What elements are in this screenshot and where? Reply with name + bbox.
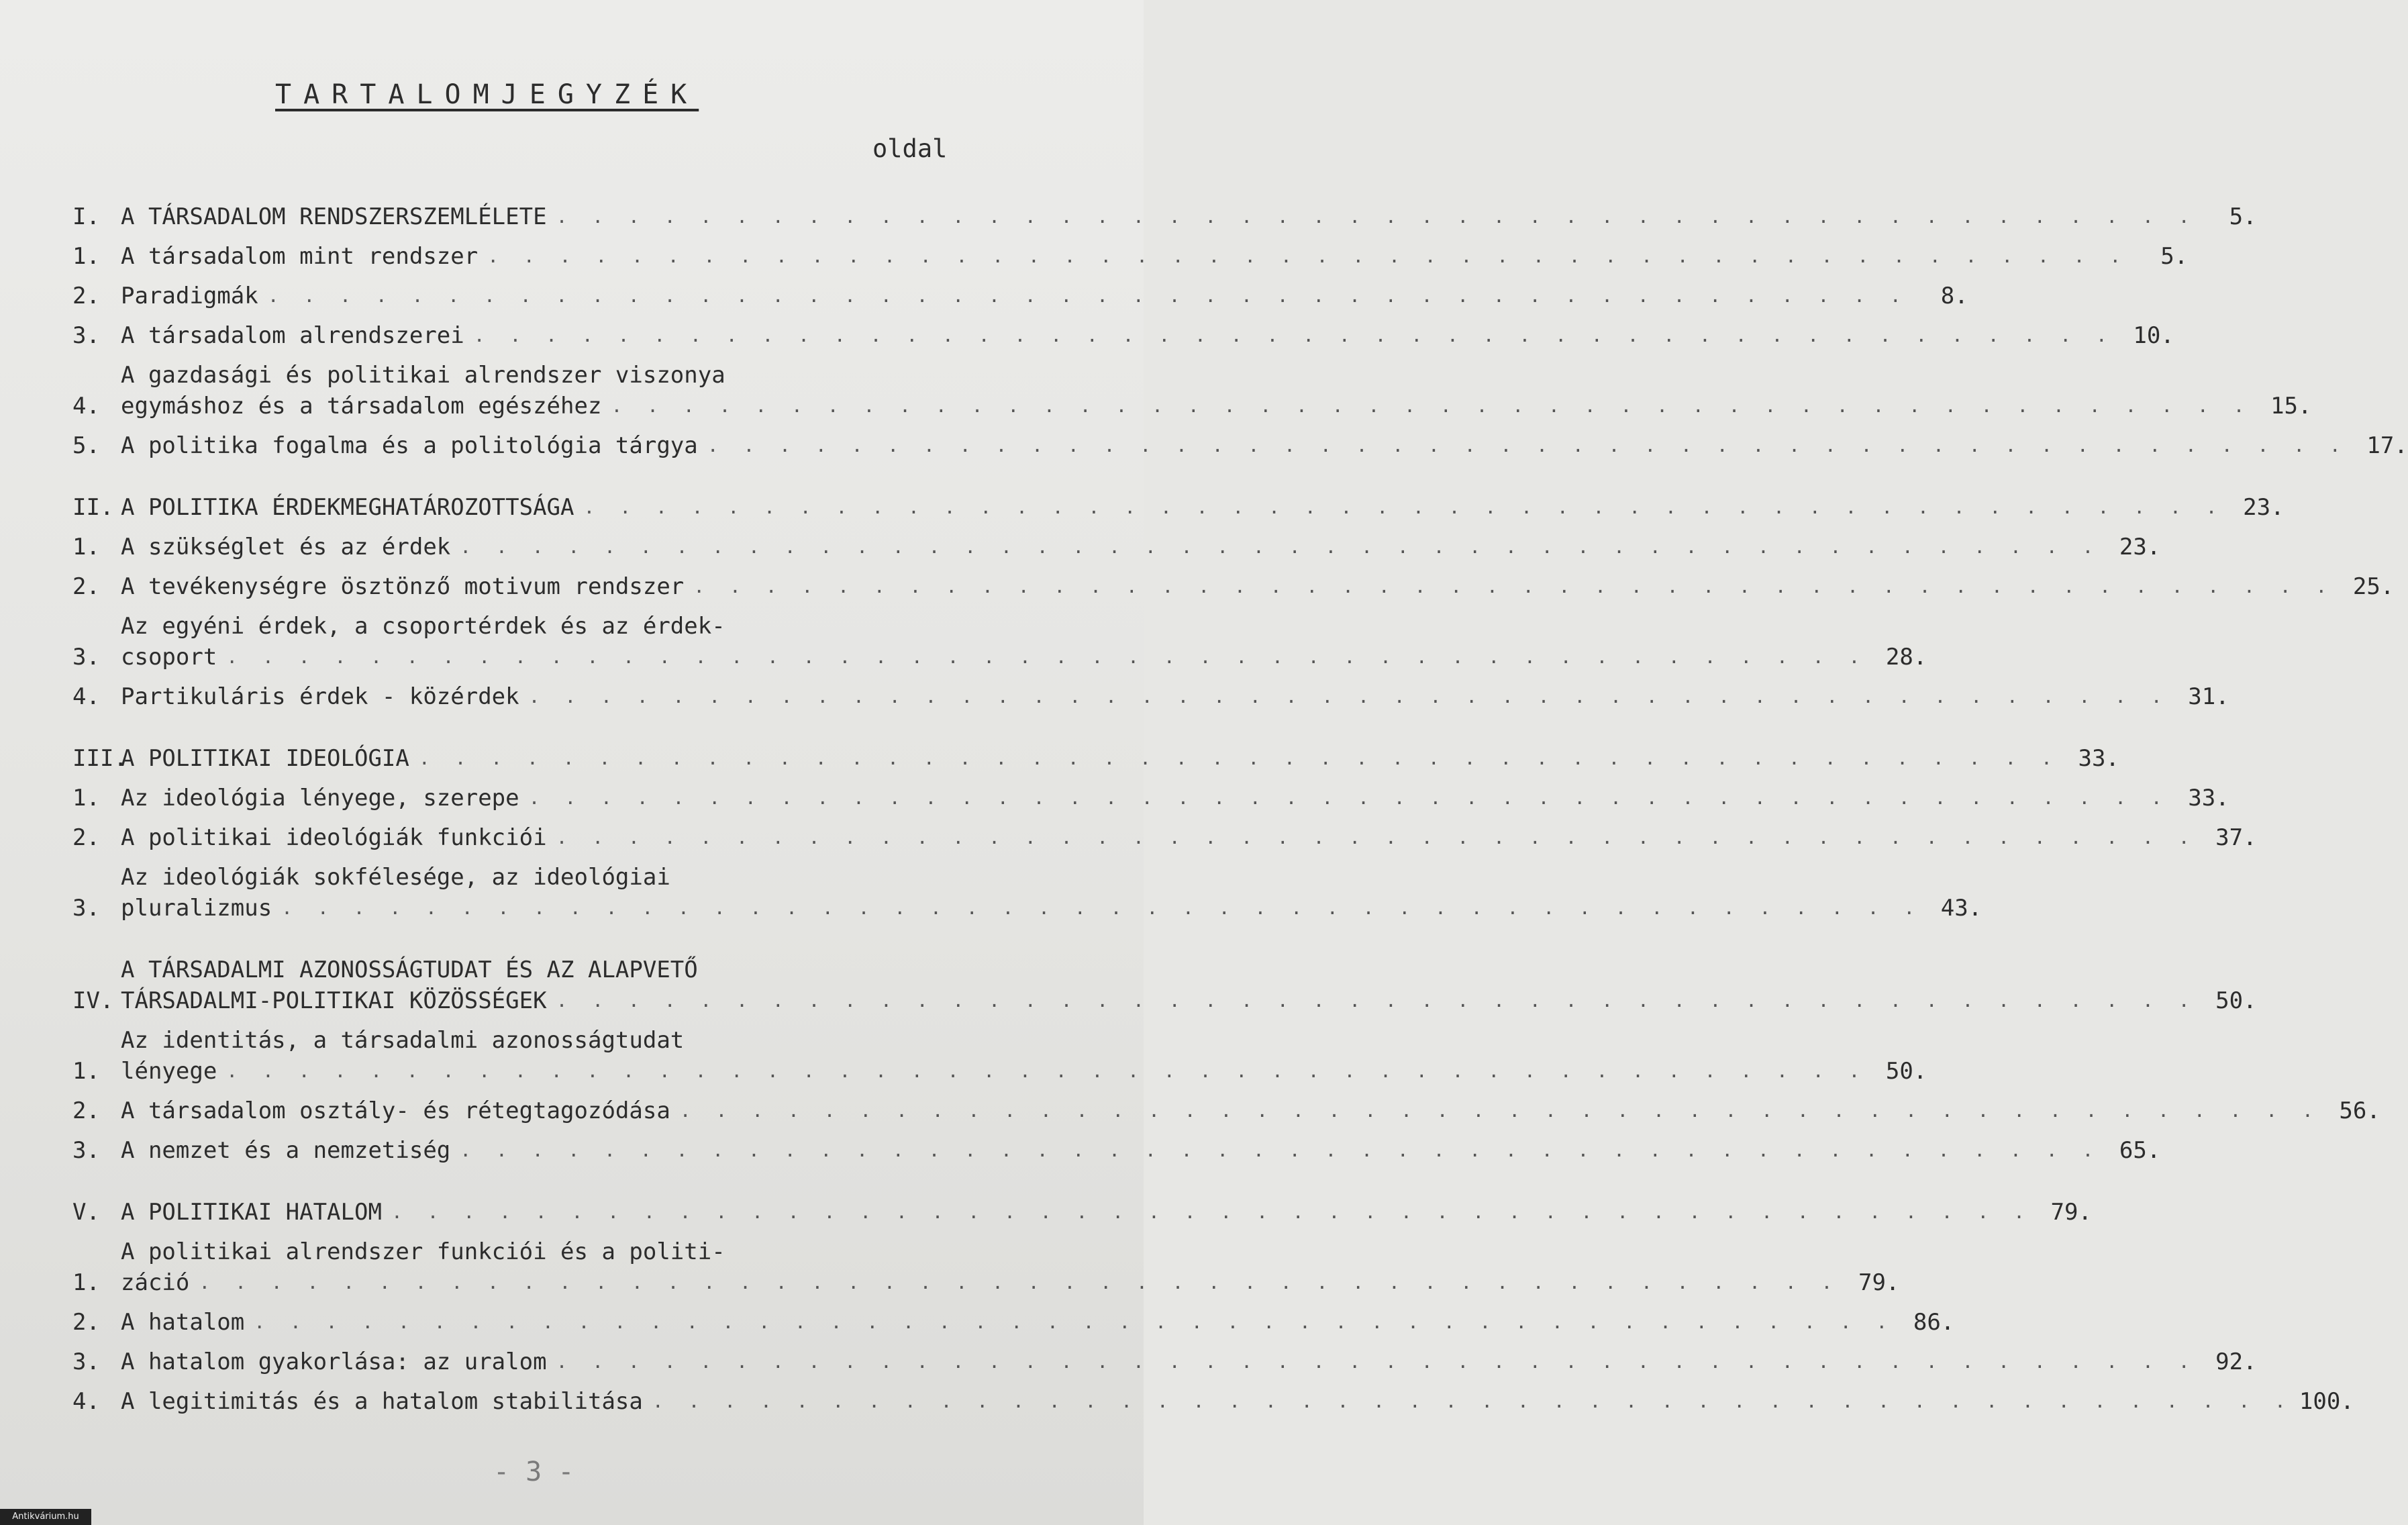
entry-title: A társadalom alrendszerei <box>121 322 464 349</box>
entry-number: V. <box>72 1199 100 1226</box>
dot-leader: . . . . . . . . . . . . . . . . . . . . . . . . . . . . . . . . . . . . . . . . . . . . . . <box>652 1390 2293 1412</box>
page-number-column-header: oldal <box>872 134 948 163</box>
page-number: 31. <box>2188 683 2229 710</box>
page-number: 5. <box>2229 203 2257 230</box>
toc-entry <box>72 822 2257 853</box>
entry-title: Az identitás, a társadalmi azonosságtudat <box>121 1027 685 1054</box>
page-number: 25. <box>2352 573 2395 600</box>
entry-number: 1. <box>72 243 100 270</box>
table-of-contents <box>72 201 2408 1448</box>
entry-number: 1. <box>72 785 100 811</box>
entry-number: 2. <box>72 1097 100 1124</box>
entry-title: A szükséglet és az érdek <box>121 534 451 560</box>
toc-entry <box>72 320 2174 351</box>
page-number: 15. <box>2270 393 2312 420</box>
entry-number: 2. <box>72 1309 100 1336</box>
entry-title: A TÁRSADALOM RENDSZERSZEMLÉLETE <box>121 203 547 230</box>
entry-number: 2. <box>72 283 100 309</box>
entry-title: A hatalom gyakorlása: az uralom <box>121 1348 547 1375</box>
toc-section <box>72 954 2380 1166</box>
toc-section <box>72 1197 2354 1417</box>
entry-number: 3. <box>72 1137 100 1164</box>
entry-title: A nemzet és a nemzetiség <box>121 1137 451 1164</box>
dot-leader: . . . . . . . . . . . . . . . . . . . . . . . . . . . . . . . . . . . . . . . . . . . . . . <box>226 1060 1867 1082</box>
toc-entry <box>72 1307 1955 1338</box>
dot-leader: . . . . . . . . . . . . . . . . . . . . . . . . . . . . . . . . . . . . . . . . . . . . . . <box>199 1271 1840 1293</box>
entry-number: 4. <box>72 683 100 710</box>
entry-title: A gazdasági és politikai alrendszer viszonya <box>121 362 725 389</box>
toc-entry <box>72 241 2189 272</box>
toc-entry <box>72 1135 2161 1166</box>
entry-title: egymáshoz és a társadalom egészéhez <box>121 393 602 420</box>
page-number: 37. <box>2215 824 2257 851</box>
page-number: 100. <box>2299 1388 2354 1415</box>
page-number: 10. <box>2133 322 2174 349</box>
entry-number: III. <box>72 745 128 772</box>
page-number: 8. <box>1940 283 1968 309</box>
entry-number: II. <box>72 494 114 521</box>
toc-section-heading <box>72 954 2257 1016</box>
dot-leader: . . . . . . . . . . . . . . . . . . . . . . . . . . . . . . . . . . . . . . . . . . . . . . <box>487 245 2128 267</box>
page-number: 28. <box>1885 644 1927 671</box>
entry-number: 2. <box>72 573 100 600</box>
toc-entry <box>72 532 2161 562</box>
page-number: 92. <box>2215 1348 2257 1375</box>
dot-leader: . . . . . . . . . . . . . . . . . . . . . . . . . . . . . . . . . . . . . . . . . . . . . . <box>281 897 1922 919</box>
dot-leader: . . . . . . . . . . . . . . . . . . . . . . . . . . . . . . . . . . . . . . . . . . . . . . <box>693 575 2334 597</box>
entry-title: A társadalom osztály- és rétegtagozódása <box>121 1097 670 1124</box>
toc-entry <box>72 1095 2380 1126</box>
entry-title: A tevékenységre ösztönző motivum rendszer <box>121 573 685 600</box>
toc-section-heading <box>72 492 2285 523</box>
page-number: 65. <box>2119 1137 2161 1164</box>
toc-entry <box>72 681 2229 712</box>
toc-section <box>72 743 2257 924</box>
toc-entry <box>72 1386 2354 1417</box>
entry-number: 3. <box>72 644 100 671</box>
page-number: 56. <box>2339 1097 2380 1124</box>
dot-leader: . . . . . . . . . . . . . . . . . . . . . . . . . . . . . . . . . . . . . . . . . . . . . . <box>473 324 2114 346</box>
page-number: 43. <box>1940 895 1983 922</box>
watermark: Antikvárium.hu <box>0 1509 91 1525</box>
entry-number: 3. <box>72 895 100 922</box>
entry-title: Az egyéni érdek, a csoportérdek és az érdek- <box>121 613 725 640</box>
toc-section-heading <box>72 743 2119 774</box>
page-title: TARTALOMJEGYZÉK <box>275 79 699 110</box>
page-number: 33. <box>2078 745 2119 772</box>
entry-number: 5. <box>72 432 100 459</box>
entry-title: Az ideológiák sokfélesége, az ideológiai <box>121 864 670 891</box>
toc-section-heading <box>72 201 2257 232</box>
page-number: 50. <box>2215 987 2257 1014</box>
toc-section <box>72 492 2395 712</box>
toc-section-heading <box>72 1197 2092 1228</box>
dot-leader: . . . . . . . . . . . . . . . . . . . . . . . . . . . . . . . . . . . . . . . . . . . . . . <box>556 1350 2197 1373</box>
dot-leader: . . . . . . . . . . . . . . . . . . . . . . . . . . . . . . . . . . . . . . . . . . . . . . <box>391 1201 2031 1223</box>
page-number: 17. <box>2366 432 2408 459</box>
entry-number: 4. <box>72 393 100 420</box>
entry-title: A TÁRSADALMI AZONOSSÁGTUDAT ÉS AZ ALAPVETŐ <box>121 956 698 983</box>
entry-number: 4. <box>72 1388 100 1415</box>
entry-title: TÁRSADALMI-POLITIKAI KÖZÖSSÉGEK <box>121 987 547 1014</box>
entry-number: IV. <box>72 987 114 1014</box>
page-number: 79. <box>1858 1269 1900 1296</box>
entry-title: Partikuláris érdek - közérdek <box>121 683 519 710</box>
toc-section <box>72 201 2408 461</box>
page-number: 23. <box>2119 534 2161 560</box>
dot-leader: . . . . . . . . . . . . . . . . . . . . . . . . . . . . . . . . . . . . . . . . . . . . . . <box>254 1311 1895 1333</box>
page-number: 23. <box>2243 494 2285 521</box>
entry-title: lényege <box>121 1058 217 1085</box>
toc-entry <box>72 360 2312 422</box>
entry-title: csoport <box>121 644 217 671</box>
toc-entry <box>72 862 1983 924</box>
toc-entry <box>72 1025 1927 1087</box>
dot-leader: . . . . . . . . . . . . . . . . . . . . . . . . . . . . . . . . . . . . . . . . . . . . . . <box>528 685 2169 707</box>
dot-leader: . . . . . . . . . . . . . . . . . . . . . . . . . . . . . . . . . . . . . . . . . . . . . . <box>611 395 2252 417</box>
toc-entry <box>72 281 1968 311</box>
dot-leader: . . . . . . . . . . . . . . . . . . . . . . . . . . . . . . . . . . . . . . . . . . . . . . <box>460 536 2101 558</box>
dot-leader: . . . . . . . . . . . . . . . . . . . . . . . . . . . . . . . . . . . . . . . . . . . . . . <box>583 496 2224 518</box>
entry-title: A hatalom <box>121 1309 245 1336</box>
entry-number: 1. <box>72 534 100 560</box>
toc-entry <box>72 611 1927 673</box>
toc-entry <box>72 1346 2257 1377</box>
dot-leader: . . . . . . . . . . . . . . . . . . . . . . . . . . . . . . . . . . . . . . . . . . . . . . <box>707 434 2348 456</box>
entry-title: A legitimitás és a hatalom stabilitása <box>121 1388 643 1415</box>
entry-title: pluralizmus <box>121 895 272 922</box>
dot-leader: . . . . . . . . . . . . . . . . . . . . . . . . . . . . . . . . . . . . . . . . . . . . . . <box>418 747 2059 769</box>
entry-title: A társadalom mint rendszer <box>121 243 479 270</box>
dot-leader: . . . . . . . . . . . . . . . . . . . . . . . . . . . . . . . . . . . . . . . . . . . . . . <box>556 989 2197 1012</box>
entry-title: A politikai ideológiák funkciói <box>121 824 547 851</box>
toc-entry <box>72 1236 1900 1298</box>
entry-title: A POLITIKAI HATALOM <box>121 1199 382 1226</box>
toc-entry <box>72 430 2408 461</box>
dot-leader: . . . . . . . . . . . . . . . . . . . . . . . . . . . . . . . . . . . . . . . . . . . . . . <box>528 787 2169 809</box>
entry-title: A politikai alrendszer funkciói és a politi- <box>121 1238 725 1265</box>
entry-number: I. <box>72 203 100 230</box>
entry-number: 1. <box>72 1269 100 1296</box>
dot-leader: . . . . . . . . . . . . . . . . . . . . . . . . . . . . . . . . . . . . . . . . . . . . . . <box>460 1139 2101 1161</box>
toc-entry <box>72 571 2395 602</box>
dot-leader: . . . . . . . . . . . . . . . . . . . . . . . . . . . . . . . . . . . . . . . . . . . . . . <box>267 285 1908 307</box>
toc-entry <box>72 783 2229 814</box>
page-number: 86. <box>1913 1309 1955 1336</box>
entry-title: A POLITIKA ÉRDEKMEGHATÁROZOTTSÁGA <box>121 494 574 521</box>
dot-leader: . . . . . . . . . . . . . . . . . . . . . . . . . . . . . . . . . . . . . . . . . . . . . . <box>556 826 2197 848</box>
entry-number: 2. <box>72 824 100 851</box>
page-number: 5. <box>2160 243 2189 270</box>
entry-number: 3. <box>72 322 100 349</box>
page-number: 50. <box>1885 1058 1927 1085</box>
page-footer-number: - 3 - <box>493 1457 574 1487</box>
dot-leader: . . . . . . . . . . . . . . . . . . . . . . . . . . . . . . . . . . . . . . . . . . . . . . <box>679 1099 2320 1122</box>
page-number: 79. <box>2050 1199 2092 1226</box>
entry-title: záció <box>121 1269 190 1296</box>
entry-title: Paradigmák <box>121 283 258 309</box>
dot-leader: . . . . . . . . . . . . . . . . . . . . . . . . . . . . . . . . . . . . . . . . . . . . . . <box>556 205 2197 228</box>
entry-title: A politika fogalma és a politológia tárgya <box>121 432 698 459</box>
entry-title: Az ideológia lényege, szerepe <box>121 785 519 811</box>
entry-number: 1. <box>72 1058 100 1085</box>
page-number: 33. <box>2188 785 2229 811</box>
entry-title: A POLITIKAI IDEOLÓGIA <box>121 745 409 772</box>
entry-number: 3. <box>72 1348 100 1375</box>
dot-leader: . . . . . . . . . . . . . . . . . . . . . . . . . . . . . . . . . . . . . . . . . . . . . . <box>226 646 1867 668</box>
